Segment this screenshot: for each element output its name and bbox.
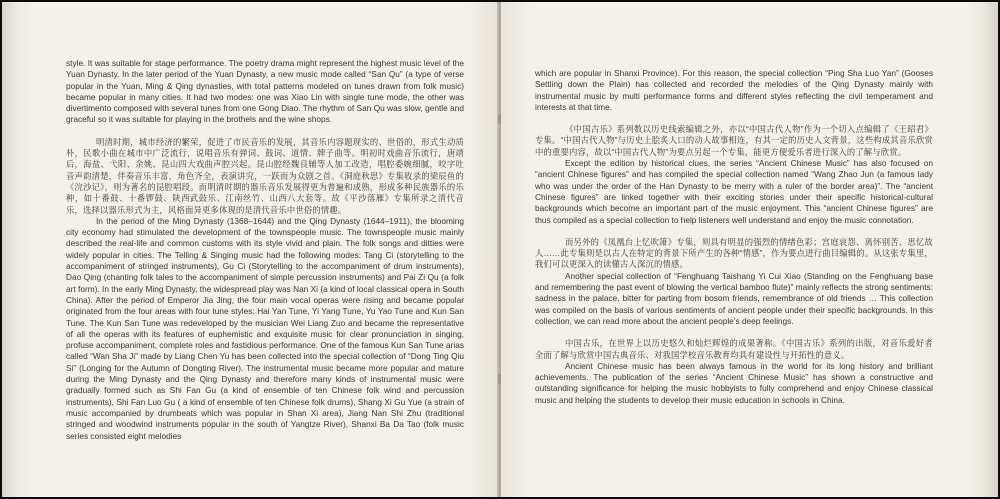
- paragraph-yuan-dynasty: style. It was suitable for stage performance. The poetry drama might represent the highest music level of the Yuan Dynasty. In the later period of the Yuan Dynasty, a new music mode called “San Qu” (a type of verse popular in the Yuan, Ming & Qing dynasties, with total patterns modeled on tunes drawn from folk music) became popular in many cities. It had two modes: one was Xiao Lin with single tune mode, the other was divertimento composed with several tunes from one Gong Diao. The rhythm of San Qu was slow, gentle and graceful so it was suitable for playing in the brothels and the wine shops.: [66, 58, 464, 125]
- paragraph-fenghuang-english: Another special collection of “Fenghuang Taishang Yi Cui Xiao (Standing on the Fenghuang base and remembering the past event of blowing the vertical bamboo flute)” mainly reflects the strong sentiments: sadness in the palace, bitter for parting from bosom friends, remembrance of old friends … This collection was compiled on the basis of various sentiments of ancient people under their specific backgrounds. In this collection, we can read more about the ancient people’s deep feelings.: [535, 270, 933, 326]
- page-edge-shadow: [984, 2, 998, 497]
- paragraph-conclusion-chinese: 中国古乐，在世界上以历史悠久和灿烂辉煌的成果著称。《中国古乐》系列的出版，对音乐爱好者全面了解与欣赏中国古典音乐、对我国学校音乐教育均具有建设性与开拓性的意义。: [535, 338, 933, 360]
- page-edge-shadow: [2, 2, 16, 497]
- paragraph-conclusion-english: Ancient Chinese music has been always famous in the world for its long history and brilliant achievements. The publication of the series “Ancient Chinese Music” has shown a constructive and outstanding significance for helping the music hobbyists to fully comprehend and enjoy Chinese classical music and helping the students to develop their music education in schools in China.: [535, 360, 933, 405]
- booklet-spread: [2, 2, 998, 497]
- left-page-text: [66, 58, 464, 442]
- right-page: [501, 2, 998, 497]
- paragraph-ming-qing-chinese: 明清时期，城市经济的繁荣，促进了市民音乐的发展，其音乐内容题现实的、世俗的，形式生动质朴，民歌小曲在城市中广泛流行，说唱音乐有弹词、鼓词、道情、牌子曲等。明初时戏曲音乐流行，唐靖后，海盐、弋阳、余姚、昆山四大戏曲声腔兴起。昆山腔经魏良辅等人加工改造，唱腔委婉细腻，咬字吐音声韵清楚，伴奏音乐丰富，角色齐全，表演讲究，一跃而为众剧之首。《洞庭秋思》专集收录的梁辰鱼的《浣沙记》，则为著名的昆腔唱段。而明清时期的器乐音乐发展得更为普遍和成熟，形成多种民族器乐的乐种，如十番鼓、十番锣鼓、陕西武鼓乐、江南丝竹、山西八大套等。故《平沙落雁》专集所录之清代音乐，选择以器乐形式为主，风格面异更多体现的是清代音乐中世俗的情趣。: [66, 136, 464, 215]
- left-page: [2, 2, 499, 497]
- paragraph-figures-english: Except the edition by historical clues, the series “Ancient Chinese Music” has also focused on “ancient Chinese figures” and has compiled the special collection named “Wang Zhao Jun (a famous lady who was under the order of the Han Dynasty to be merry with a ruler of the border area)”. The “ancient Chinese figures” are linked together with their exciting stories under their specific historical-cultural backgrounds which become an important part of the music enjoyment. This “ancient Chinese figures” are thus compiled as a special collection to help listeners well understand and enjoy the music connotation.: [535, 158, 933, 225]
- paragraph-figures-chinese: 《中国古乐》系列数以历史线索编辑之外，亦以“中国古代人物”作为一个切入点编辑了《王昭君》专集。“中国古代人物”与历史上脍炙人口的动人故事相连，有其一定的历史人文背景，这些构成其音乐欣赏中的重要内容，故以“中国古代人物”为要点另起一个专集，能更方便爱乐者进行深入的了解与欣赏。: [535, 124, 933, 157]
- paragraph-fenghuang-chinese: 而另外的《凤凰台上忆吹箫》专集，则具有明显的强烈的情绪色彩；宫庭哀怨、离怀别苦、思忆故人……此专集则是以古人在特定的背景下所产生的各种“情感”，作为要点进行曲目编辑的。从这张专集里，我们可以更深入的读懂古人深沉的情感。: [535, 236, 933, 270]
- paragraph-ping-sha-luo-yan: which are popular in Shanxi Province). For this reason, the special collection “Ping Sha Luo Yan” (Gooses Settling down the Plain) has collected and recorded the melodies of the Qing Dynasty mainly with instrumental music by multi performance forms and different styles reflecting the civil temperament and interests at that time.: [535, 68, 933, 112]
- paragraph-ming-qing-english: In the period of the Ming Dynasty (1368–1644) and the Qing Dynasty (1644–1911), the blooming city economy had stimulated the development of the townspeople music. The townspeople music mainly described the real-life and common customs with its style vivid and plain. The folk songs and ditties were widely popular in cities. The Telling & Singing music had the following modes: Tang Ci (storytelling to the accompaniment of stringed instruments), Gu Ci (Storytelling to the accompaniment of drum instruments), Dao Qing (chanting folk tales to the accompaniment of simple percussion instruments) and Pai Zi Qu (a folk art form). In the early Ming Dynasty, the widespread play was Nan Xi (a kind of local classical opera in South China). After the period of Emperor Jia Jing, the four main vocal operas were rising and became popular originated from the four areas with four tune styles: Hai Yan Tune, Yi Yang Tune, Yu Yao Tune and Kun San Tune. The Kun San Tune was redeveloped by the musician Wei Liang Zuo and became the representative of all the operas with its features of euphemistic and exquisite music for clear pronunciation in singing, profuse accompaniment, complete roles and fastidious performance. One of the famous Kun San Tune arias called “Wan Sha Ji” made by Liang Chen Yu has been collected into the special collection of “Dong Ting Qiu Si” (Longing for the Autumn of Dongting River). The instrumental music became more popular and mature during the Ming Dynasty and the Qing Dynasty and therefore many kinds of instrumental music were gradually formed such as Shi Fan Gu (a kind of ensemble of ten Chinese folk wind and percussion instruments), Shi Fan Luo Gu ( a kind of ensemble of ten Chinese folk drums), Shang Xi Gu Yue (a strain of music accompanied by drumbeats which was popular in Shan Xi area), Jiang Nan Shi Zhu (traditional stringed and woodwind instruments popular in the south of Yangtze River), Shanxi Ba Da Tao (folk music series consisted eight melodies: [66, 215, 464, 441]
- right-page-text: [535, 68, 933, 406]
